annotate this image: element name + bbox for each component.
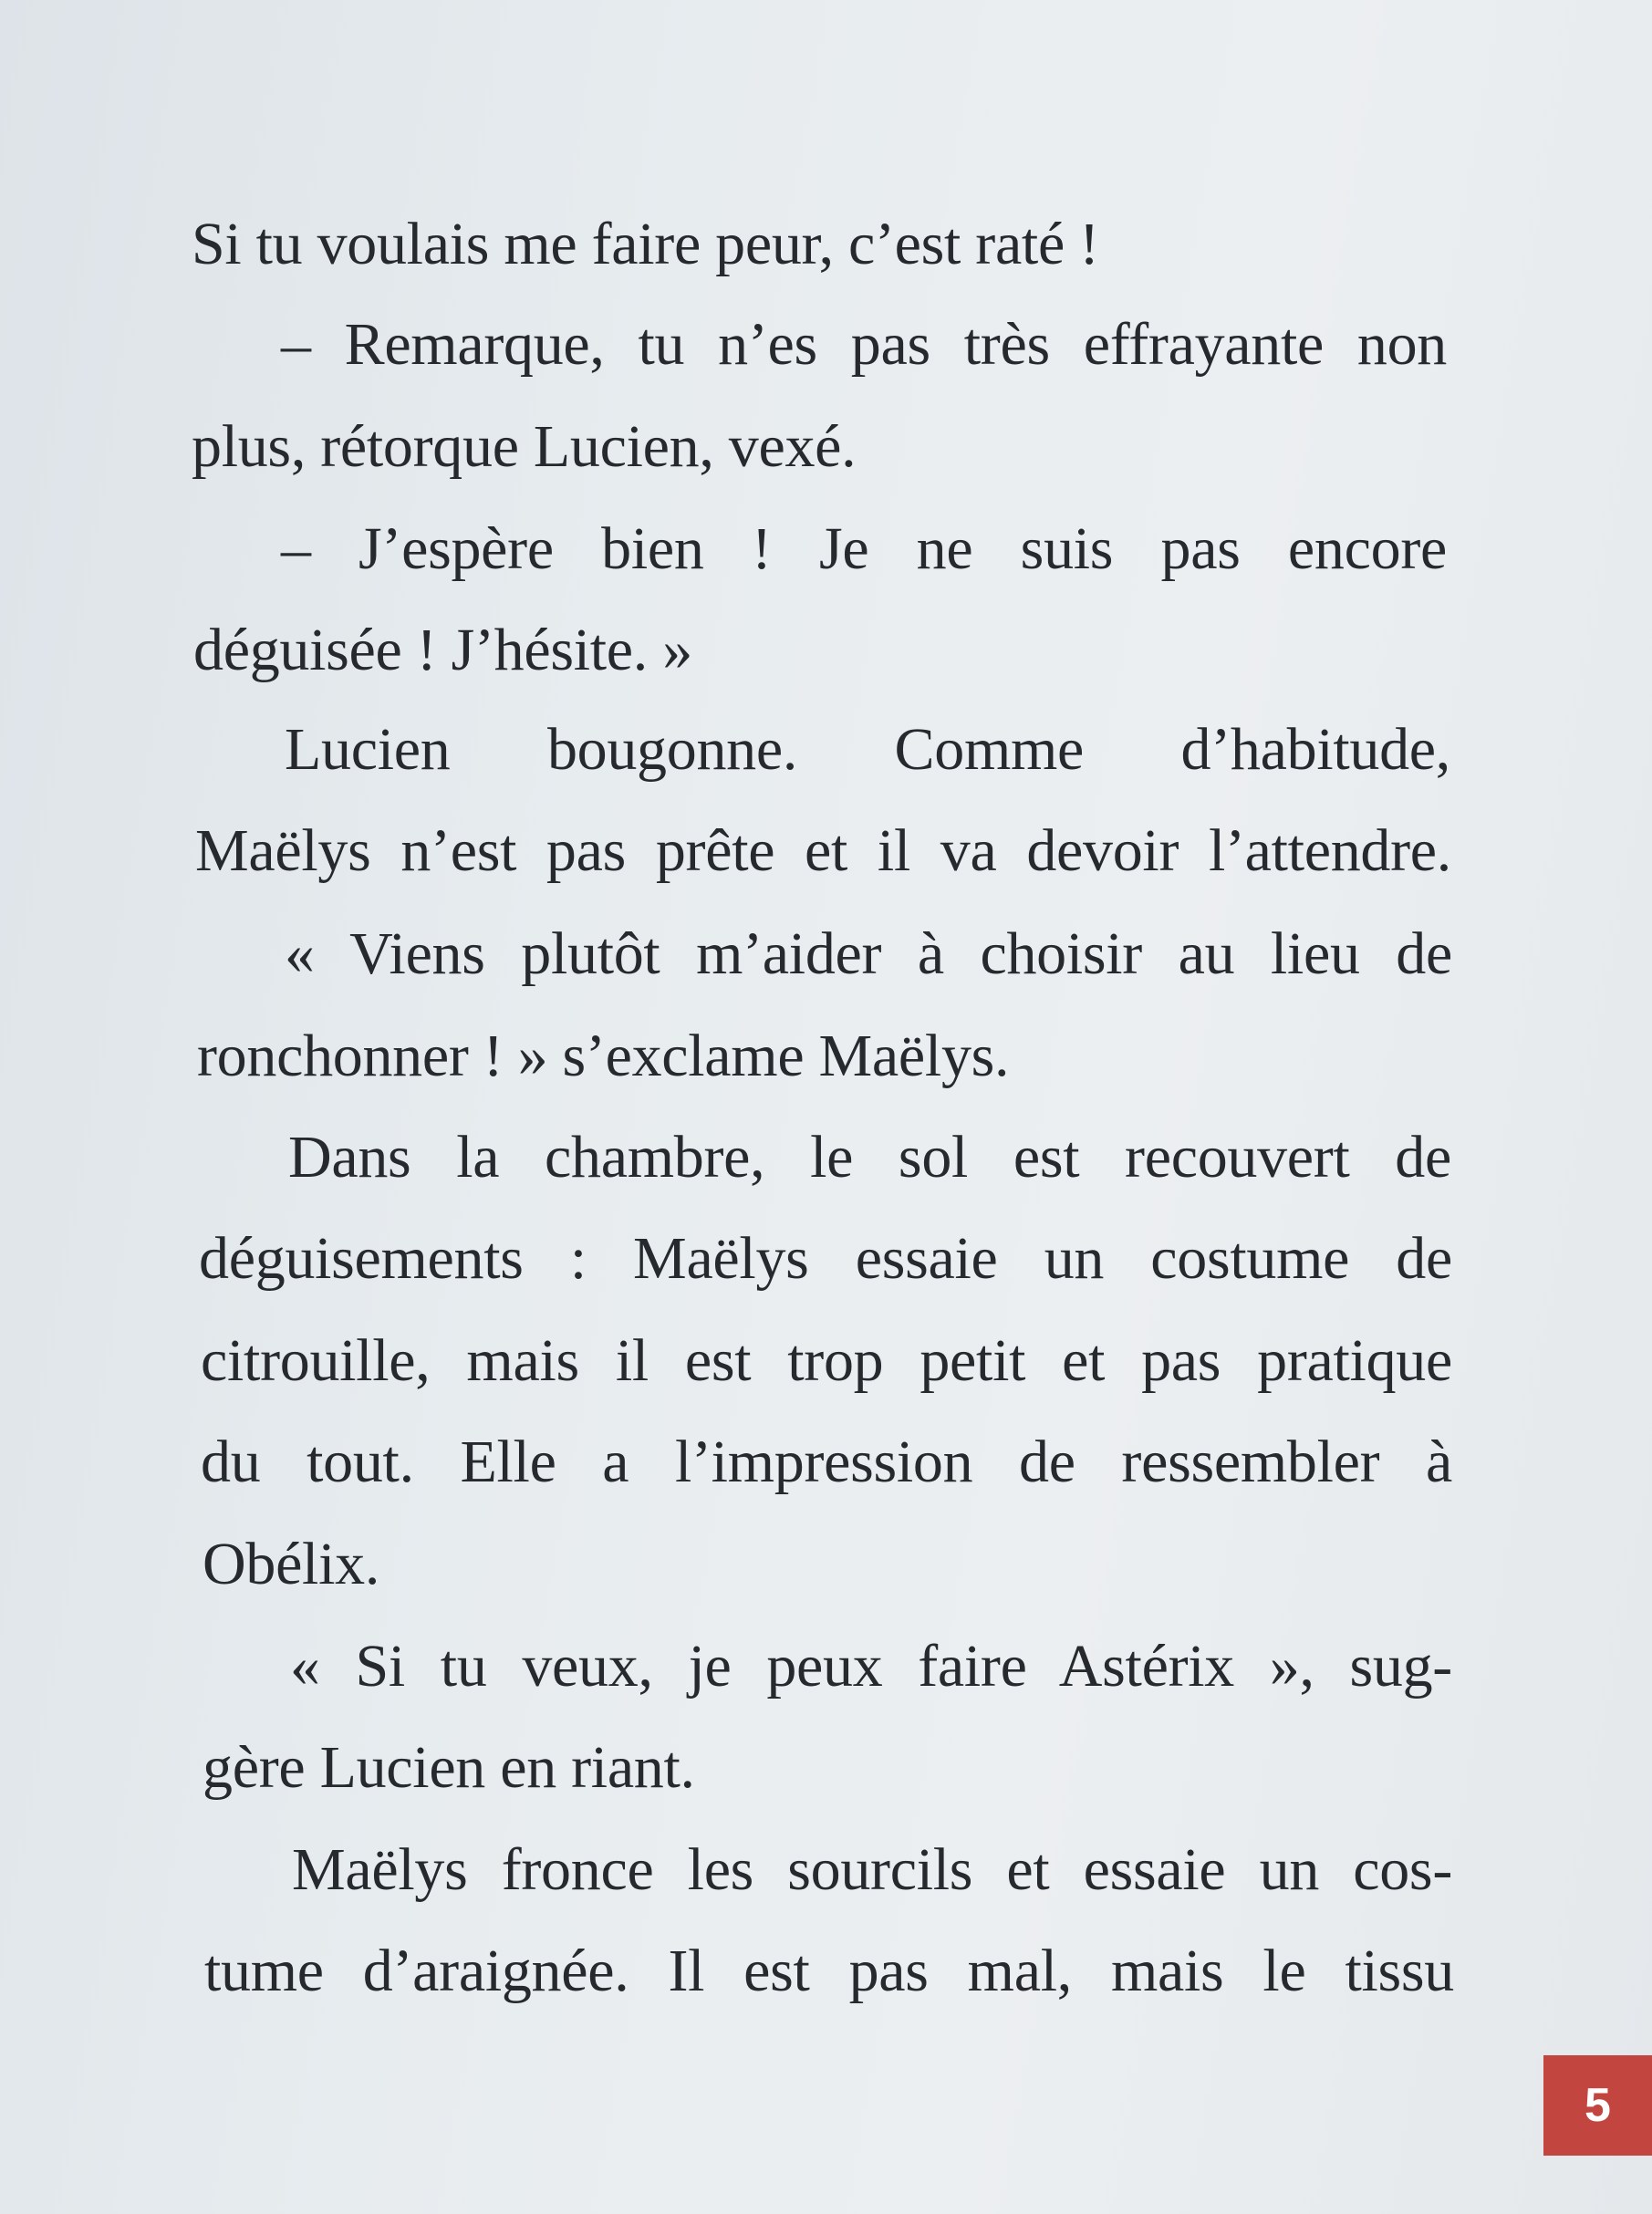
text-line: Maëlys fronce les sourcils et essaie un cos-	[292, 1836, 1452, 1903]
text-line: Dans la chambre, le sol est recouvert de	[288, 1124, 1451, 1190]
text-line: Obélix.	[203, 1531, 380, 1597]
text-line: « Viens plutôt m’aider à choisir au lieu de	[285, 920, 1452, 987]
text-line: gère Lucien en riant.	[203, 1734, 695, 1801]
text-line: déguisements : Maëlys essaie un costume de	[199, 1225, 1452, 1292]
text-line: tume d’araignée. Il est pas mal, mais le tissu	[204, 1938, 1454, 2004]
text-line: « Si tu veux, je peux faire Astérix », sug-	[290, 1633, 1452, 1699]
text-line: citrouille, mais il est trop petit et pas pratique	[201, 1327, 1452, 1394]
text-line: Si tu voulais me faire peur, c’est raté !	[192, 211, 1099, 277]
text-line: ronchonner ! » s’exclame Maëlys.	[197, 1023, 1010, 1089]
text-line: – J’espère bien ! Je ne suis pas encore	[281, 515, 1447, 582]
page-number-badge: 5	[1543, 2055, 1652, 2156]
text-line: du tout. Elle a l’impression de ressembler à	[201, 1429, 1452, 1495]
text-line: – Remarque, tu n’es pas très effrayante non	[281, 311, 1447, 378]
text-line: Maëlys n’est pas prête et il va devoir l’attendre.	[195, 817, 1451, 884]
text-line: plus, rétorque Lucien, vexé.	[192, 413, 857, 480]
text-line: Lucien bougonne. Comme d’habitude,	[285, 716, 1450, 783]
text-line: déguisée ! J’hésite. »	[193, 617, 692, 683]
